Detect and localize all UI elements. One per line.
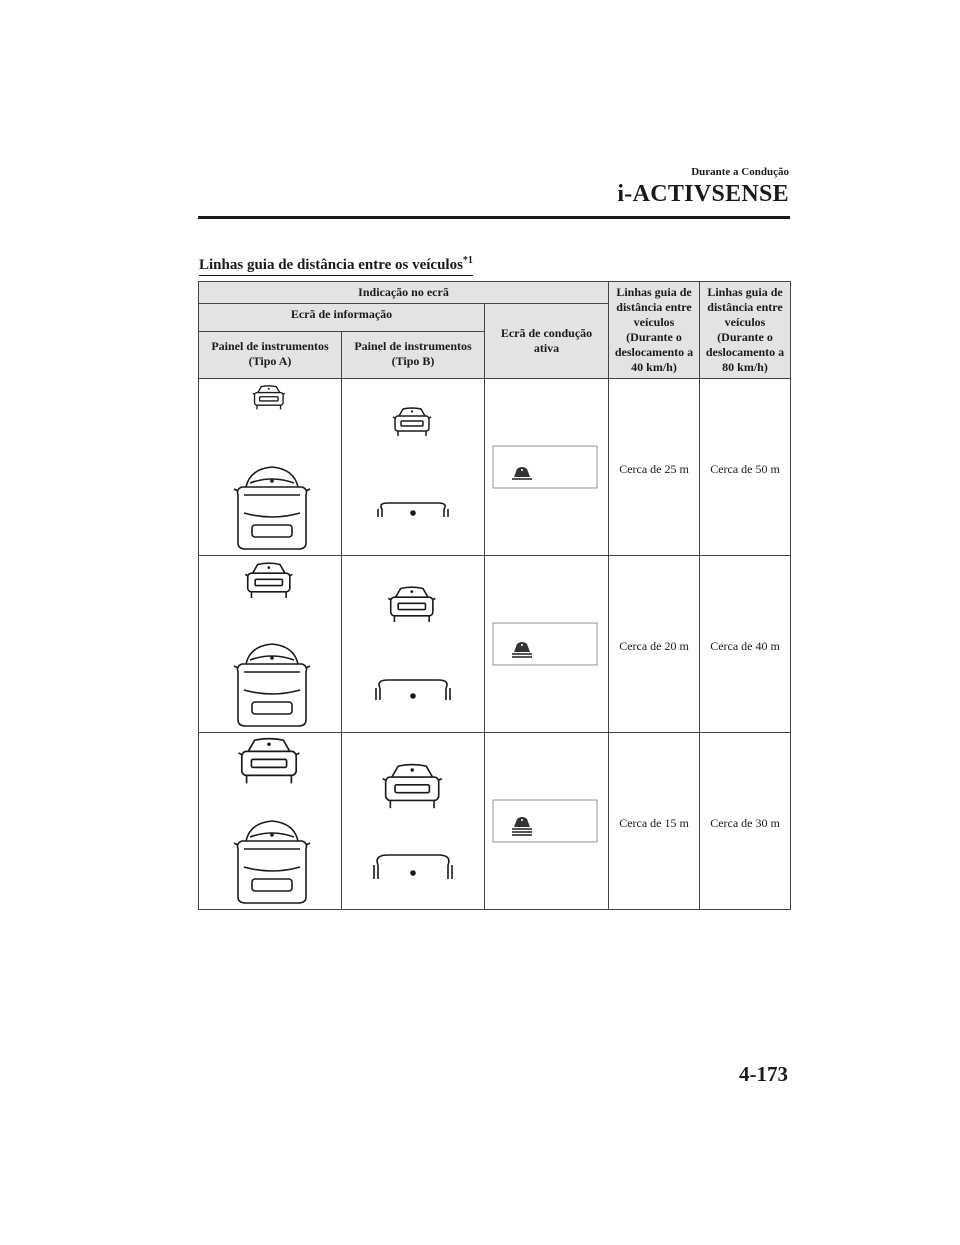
header-indicacao: Indicação no ecrã — [199, 282, 609, 304]
panel-b-illustration — [342, 556, 485, 732]
car-rear-icon — [245, 563, 292, 598]
header-dist-40: Linhas guia de distância entre veículos (Durante o deslocamento a 40 km/h) — [609, 282, 700, 379]
hud-illustration — [485, 556, 609, 732]
panel-b-illustration — [342, 379, 485, 555]
distance-guide-table — [198, 281, 791, 910]
distance-40: Cerca de 25 m — [619, 462, 689, 476]
car-rear-icon — [388, 587, 435, 622]
own-vehicle-icon — [234, 821, 310, 903]
car-rear-icon — [383, 765, 442, 809]
car-rear-icon — [253, 386, 285, 410]
header-ecra-info: Ecrã de informação — [199, 304, 485, 332]
car-rear-icon — [393, 408, 431, 436]
car-rear-icon — [239, 739, 300, 784]
own-vehicle-hood-icon — [376, 680, 450, 700]
header-painel-a: Painel de instrumentos (Tipo A) — [199, 332, 342, 379]
distance-80: Cerca de 50 m — [710, 462, 780, 476]
header-rule — [198, 216, 790, 219]
distance-80: Cerca de 40 m — [710, 639, 780, 653]
distance-80: Cerca de 30 m — [710, 816, 780, 830]
own-vehicle-icon — [234, 467, 310, 549]
distance-40: Cerca de 20 m — [619, 639, 689, 653]
hud-illustration — [485, 379, 609, 555]
section-title — [199, 255, 473, 276]
panel-a-illustration — [199, 379, 342, 555]
header-painel-b: Painel de instrumentos (Tipo B) — [342, 332, 485, 379]
own-vehicle-hood-icon — [378, 503, 448, 517]
table-row — [199, 556, 791, 733]
chapter-title: i-ACTIVSENSE — [617, 181, 789, 207]
section-header: Durante a Condução — [691, 166, 789, 178]
distance-40: Cerca de 15 m — [619, 816, 689, 830]
panel-a-illustration — [199, 733, 342, 909]
panel-a-illustration — [199, 556, 342, 732]
table-row — [199, 733, 791, 910]
page-number: 4-173 — [739, 1062, 788, 1086]
panel-b-illustration — [342, 733, 485, 909]
footnote-marker: *1 — [462, 255, 473, 266]
hud-illustration — [485, 733, 609, 909]
own-vehicle-hood-icon — [374, 855, 452, 879]
table-row — [199, 379, 791, 556]
header-ecra-conducao: Ecrã de condução ativa — [485, 304, 609, 379]
header-dist-80: Linhas guia de distância entre veículos (Durante o deslocamento a 80 km/h) — [700, 282, 791, 379]
own-vehicle-icon — [234, 644, 310, 726]
section-title-text: Linhas guia de distância entre os veículos — [199, 257, 463, 273]
